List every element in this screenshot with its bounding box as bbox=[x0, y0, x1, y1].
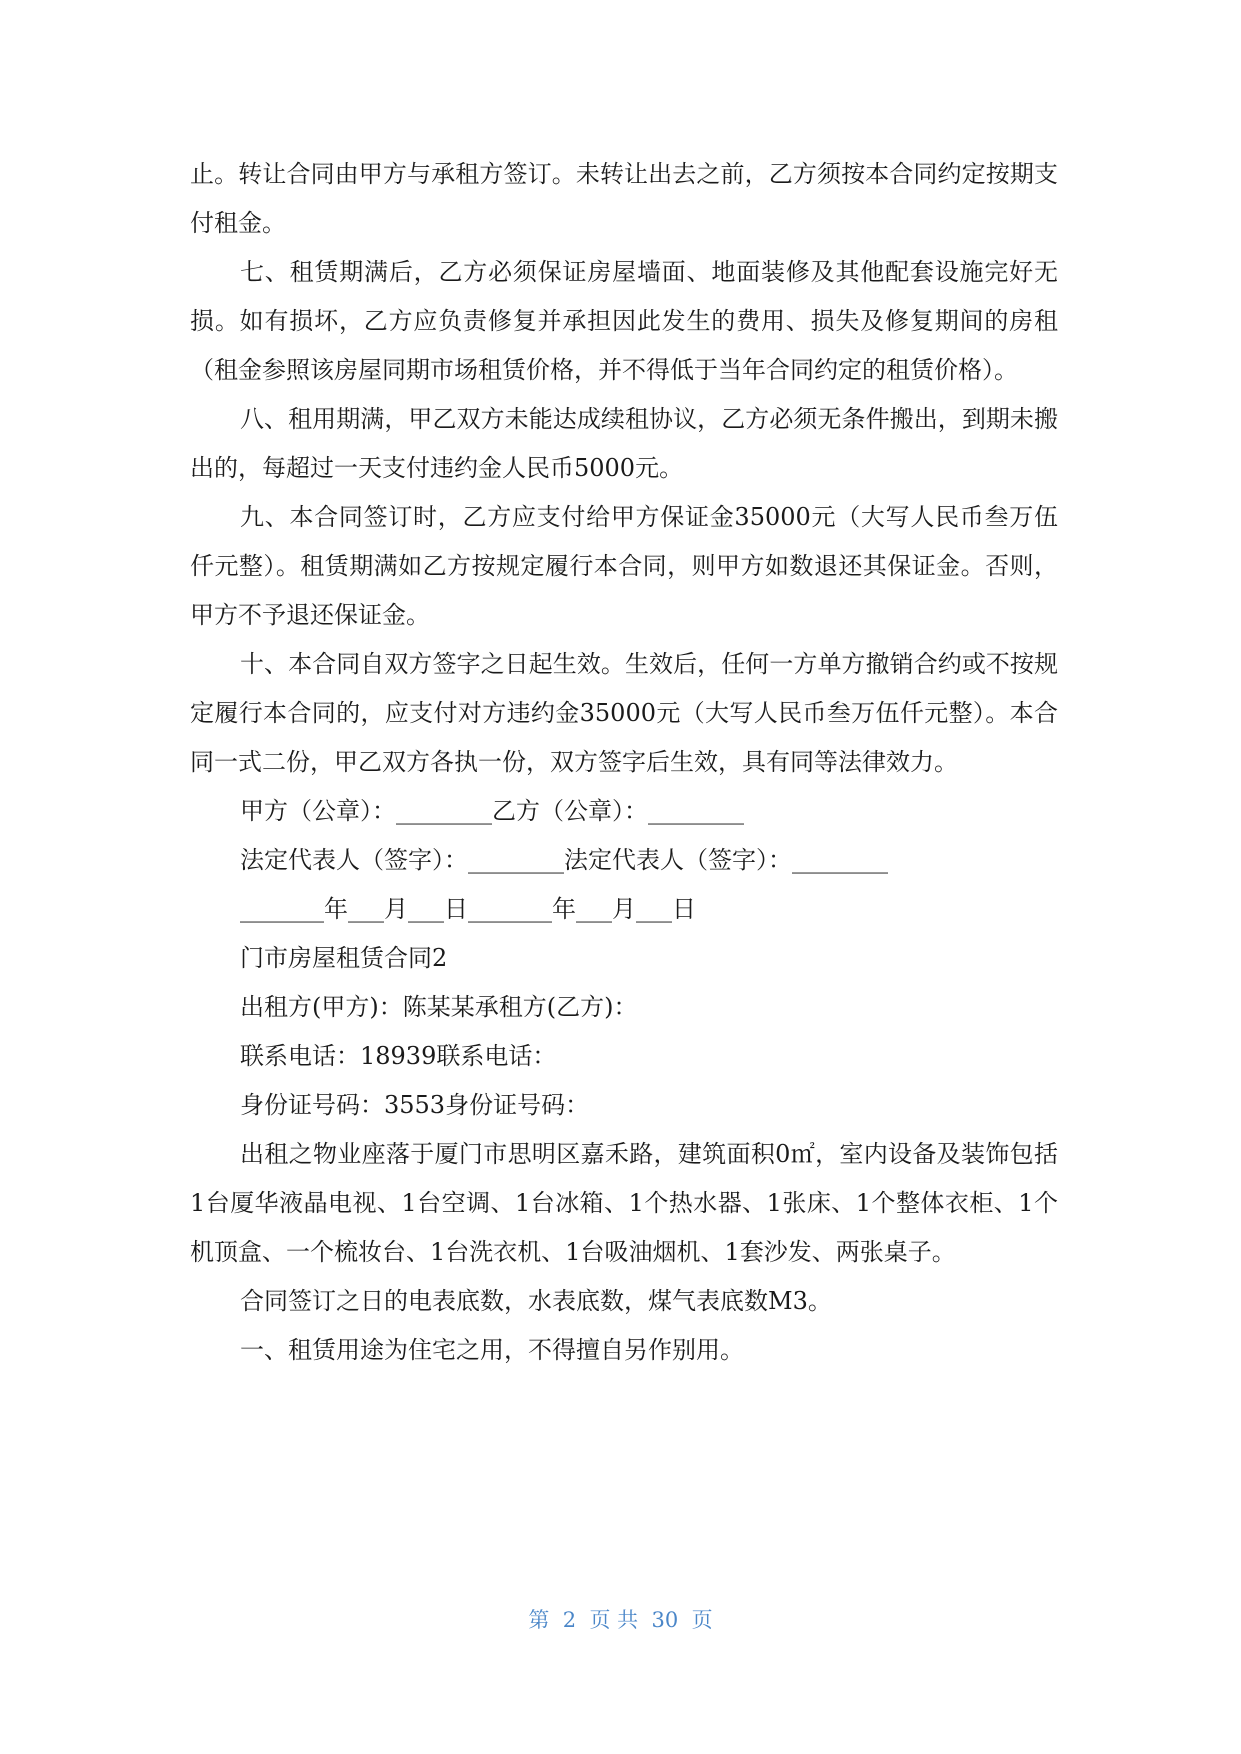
document-body bbox=[190, 150, 1058, 1375]
clause-seven: 七、租赁期满后，乙方必须保证房屋墙面、地面装修及其他配套设施完好无损。如有损坏，乙方应负责修复并承担因此发生的费用、损失及修复期间的房租（租金参照该房屋同期市场租赁价格，并不得低于当年合同约定的租赁价格）。 bbox=[190, 258, 1058, 384]
contract-title-2: 门市房屋租赁合同2 bbox=[240, 944, 448, 972]
parties-line: 出租方(甲方)：陈某某承租方(乙方)： bbox=[240, 993, 638, 1021]
clause-one: 一、租赁用途为住宅之用，不得擅自另作别用。 bbox=[240, 1336, 744, 1364]
meter-readings: 合同签订之日的电表底数，水表底数，煤气表底数M3。 bbox=[240, 1287, 832, 1315]
id-number-line: 身份证号码：3553身份证号码： bbox=[240, 1091, 590, 1119]
seal-line: 甲方（公章）：________乙方（公章）：________ bbox=[240, 797, 744, 825]
signature-line: 法定代表人（签字）：________法定代表人（签字）：________ bbox=[240, 846, 888, 874]
paragraph-continuation: 止。转让合同由甲方与承租方签订。未转让出去之前，乙方须按本合同约定按期支付租金。 bbox=[190, 160, 1058, 237]
property-description: 出租之物业座落于厦门市思明区嘉禾路，建筑面积0㎡，室内设备及装饰包括1台厦华液晶电视、1台空调、1台冰箱、1个热水器、1张床、1个整体衣柜、1个机顶盒、一个梳妆台、1台洗衣机、1台吸油烟机、1套沙发、两张桌子。 bbox=[190, 1140, 1058, 1266]
date-line: _______年___月___日_______年___月___日 bbox=[240, 895, 696, 923]
clause-nine: 九、本合同签订时，乙方应支付给甲方保证金35000元（大写人民币叁万伍仟元整）。租赁期满如乙方按规定履行本合同，则甲方如数退还其保证金。否则，甲方不予退还保证金。 bbox=[190, 503, 1058, 629]
page-number-footer: 第 2 页 共 30 页 bbox=[528, 1608, 713, 1632]
clause-ten: 十、本合同自双方签字之日起生效。生效后，任何一方单方撤销合约或不按规定履行本合同的，应支付对方违约金35000元（大写人民币叁万伍仟元整）。本合同一式二份，甲乙双方各执一份，双方签字后生效，具有同等法律效力。 bbox=[190, 650, 1058, 776]
phone-line: 联系电话：18939联系电话： bbox=[240, 1042, 557, 1070]
clause-eight: 八、租用期满，甲乙双方未能达成续租协议，乙方必须无条件搬出，到期未搬出的，每超过一天支付违约金人民币5000元。 bbox=[190, 405, 1058, 482]
